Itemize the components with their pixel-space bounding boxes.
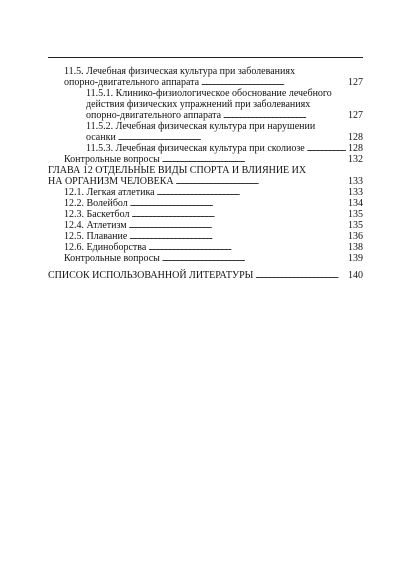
toc-entry[interactable] xyxy=(48,270,363,281)
toc-page-number: 133 xyxy=(348,176,363,187)
toc-page-number: 136 xyxy=(348,231,363,242)
toc-entry-title-line: СПИСОК ИСПОЛЬЗОВАННОЙ ЛИТЕРАТУРЫ xyxy=(48,270,254,281)
toc-page-number: 128 xyxy=(348,132,363,143)
toc-entry-title-line: ГЛАВА 12 ОТДЕЛЬНЫЕ ВИДЫ СПОРТА И ВЛИЯНИЕ ИХ xyxy=(48,165,307,176)
dot-leader xyxy=(201,77,346,88)
dot-leader xyxy=(131,209,346,220)
toc-entry-title-line: 12.5. Плавание xyxy=(64,231,128,242)
toc-entry-title-line: опорно-двигательного аппарата xyxy=(86,110,222,121)
toc-entry[interactable] xyxy=(48,88,363,121)
toc-page-number: 140 xyxy=(348,270,363,281)
toc-entry[interactable] xyxy=(48,253,363,264)
toc-entry[interactable] xyxy=(48,220,363,231)
toc-entry-title-line: Контрольные вопросы xyxy=(64,253,160,264)
top-rule xyxy=(48,57,363,58)
dot-leader xyxy=(148,242,346,253)
toc-entry[interactable] xyxy=(48,231,363,242)
toc-entry[interactable] xyxy=(48,209,363,220)
toc-entry-title-line: опорно-двигательного аппарата xyxy=(64,77,200,88)
toc-entry-title-line: 12.4. Атлетизм xyxy=(64,220,127,231)
dot-leader xyxy=(162,253,346,264)
dot-leader xyxy=(129,231,346,242)
dot-leader xyxy=(129,220,346,231)
toc-page-number: 139 xyxy=(348,253,363,264)
dot-leader xyxy=(118,132,346,143)
toc-entry-title-line: 12.1. Легкая атлетика xyxy=(64,187,155,198)
toc-entry[interactable] xyxy=(48,66,363,88)
toc-page-number: 135 xyxy=(348,220,363,231)
toc-page-number: 133 xyxy=(348,187,363,198)
toc-page-number: 138 xyxy=(348,242,363,253)
toc-entry-title-line: действия физических упражнений при заболеваниях xyxy=(86,99,311,110)
table-of-contents xyxy=(48,66,363,281)
dot-leader xyxy=(307,143,346,154)
toc-entry-title-line: 11.5.3. Лечебная физическая культура при сколиозе xyxy=(86,143,305,154)
toc-entry-title-line: 12.3. Баскетбол xyxy=(64,209,130,220)
dot-leader xyxy=(255,270,346,281)
dot-leader xyxy=(176,176,346,187)
toc-entry[interactable] xyxy=(48,187,363,198)
toc-entry-title-line: Контрольные вопросы xyxy=(64,154,160,165)
toc-page-number: 128 xyxy=(348,143,363,154)
toc-entry[interactable] xyxy=(48,242,363,253)
toc-entry[interactable] xyxy=(48,121,363,143)
toc-page-number: 127 xyxy=(348,110,363,121)
dot-leader xyxy=(162,154,346,165)
toc-page-number: 134 xyxy=(348,198,363,209)
toc-entry-title-line: НА ОРГАНИЗМ ЧЕЛОВЕКА xyxy=(48,176,174,187)
toc-entry-title-line: 11.5.2. Лечебная физическая культура при нарушении xyxy=(86,121,316,132)
toc-entry-title-line: 11.5.1. Клинико-физиологическое обоснование лечебного xyxy=(86,88,332,99)
toc-entry[interactable] xyxy=(48,198,363,209)
toc-entry[interactable] xyxy=(48,165,363,187)
toc-entry[interactable] xyxy=(48,154,363,165)
toc-page-number: 132 xyxy=(348,154,363,165)
dot-leader xyxy=(130,198,346,209)
dot-leader xyxy=(157,187,346,198)
toc-entry[interactable] xyxy=(48,143,363,154)
toc-page-number: 127 xyxy=(348,77,363,88)
toc-page-number: 135 xyxy=(348,209,363,220)
toc-entry-title-line: осанки xyxy=(86,132,116,143)
toc-entry-title-line: 12.2. Волейбол xyxy=(64,198,128,209)
toc-entry-title-line: 11.5. Лечебная физическая культура при заболеваниях xyxy=(64,66,295,77)
toc-entry-title-line: 12.6. Единоборства xyxy=(64,242,147,253)
dot-leader xyxy=(223,110,346,121)
